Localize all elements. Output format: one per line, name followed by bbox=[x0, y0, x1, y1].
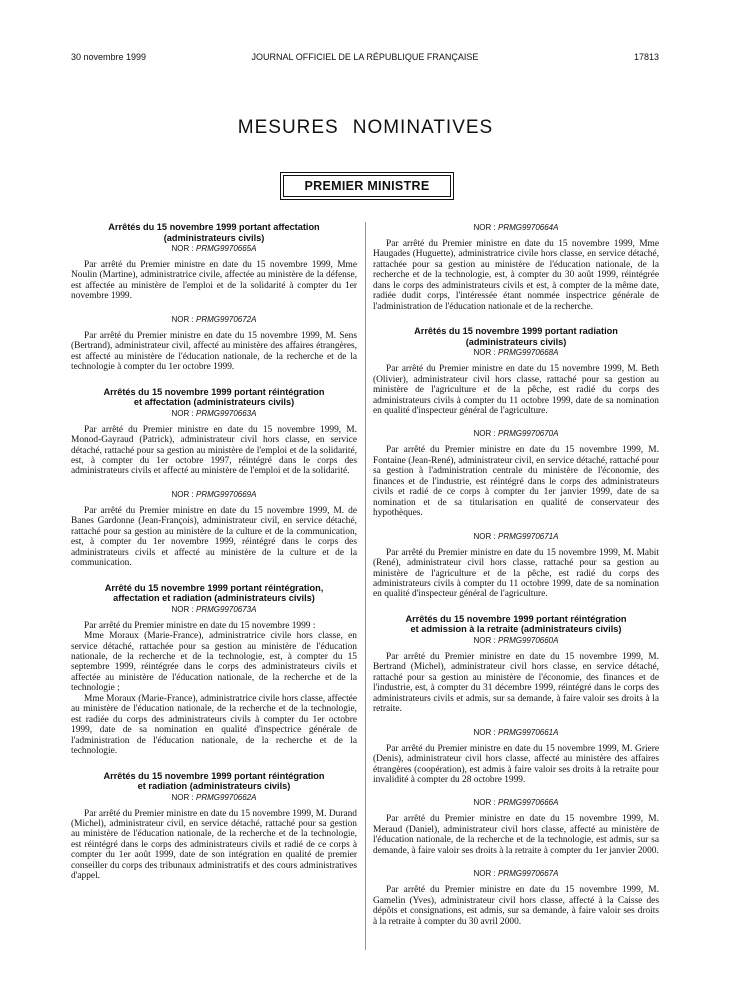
page-title-word-2: NOMINATIVES bbox=[352, 117, 494, 138]
nor-label: NOR : bbox=[473, 635, 496, 645]
decree-block bbox=[373, 531, 659, 600]
decree-heading-line: Arrêté du 15 novembre 1999 portant réintégration, bbox=[104, 582, 324, 593]
section-heading: PREMIER MINISTRE bbox=[283, 175, 451, 197]
nor-code: PRMG9970660A bbox=[497, 635, 559, 645]
nor-code: PRMG9970669A bbox=[195, 489, 257, 499]
nor-reference bbox=[71, 408, 357, 419]
decree-block bbox=[373, 797, 659, 856]
decree-paragraph: Par arrêté du Premier ministre en date du 15 novembre 1999, Mme Noulin (Martine), administratrice civile, affectée au ministère de la défense, est affectée au ministère de l'emploi et de la solidarité à compter du 1er novembre 1999. bbox=[71, 260, 357, 302]
decree-paragraph: Par arrêté du Premier ministre en date du 15 novembre 1999, M. Gamelin (Yves), administrateur civil hors classe, affecté à la Caisse des dépôts et consignations, est admis, sur sa demande, à faire valoir ses droits à la retraite à compter du 30 avril 2000. bbox=[373, 885, 659, 927]
decree-block bbox=[71, 222, 357, 302]
left-column bbox=[71, 222, 357, 882]
decree-paragraph: Par arrêté du Premier ministre en date du 15 novembre 1999, M. de Banes Gardonne (Jean-François), administrateur civil, en service détaché, rattaché pour sa gestion au ministère de la culture et de la communication, est, à compter du 1er novembre 1999, réintégré dans le corps des administrateurs civils et affecté au ministère de la culture et de la communication. bbox=[71, 505, 357, 569]
nor-code: PRMG9970665A bbox=[195, 244, 257, 253]
nor-label: NOR : bbox=[171, 604, 194, 614]
nor-reference bbox=[71, 489, 357, 500]
nor-label: NOR : bbox=[473, 531, 496, 541]
decree-paragraph: Par arrêté du Premier ministre en date du 15 novembre 1999, M. Bertrand (Michel), administrateur civil hors classe, en service détaché, rattaché pour sa gestion au ministère de l'économie, des finances et de l'industrie, est, à compter du 31 décembre 1999, réintégré dans le corps des administrateurs civils et admis, sur sa demande, à faire valoir ses droits à la retraite. bbox=[373, 651, 659, 715]
nor-reference bbox=[373, 531, 659, 542]
nor-label: NOR : bbox=[171, 792, 194, 802]
nor-reference bbox=[71, 314, 357, 325]
nor-label: NOR : bbox=[473, 727, 496, 737]
decree-heading-line: (administrateurs civils) bbox=[163, 232, 265, 243]
decree-block bbox=[71, 583, 357, 757]
decree-heading bbox=[373, 614, 659, 635]
nor-reference bbox=[71, 243, 357, 254]
nor-label: NOR : bbox=[171, 489, 194, 499]
decree-block bbox=[71, 489, 357, 569]
decree-block bbox=[71, 771, 357, 882]
decree-block bbox=[373, 326, 659, 416]
column-divider bbox=[365, 222, 366, 950]
decree-heading-line: (administrateurs civils) bbox=[465, 336, 567, 347]
decree-paragraph: Par arrêté du Premier ministre en date du 15 novembre 1999, M. Monod-Gayraud (Patrick), administrateur civil hors classe, en service détaché, rattaché pour sa gestion au ministère de l'emploi et de la solidarité, est, à compter du 1er octobre 1997, réintégré dans le corps des administrateurs civils et affecté au ministère de l'emploi et de la solidarité. bbox=[71, 424, 357, 477]
decree-heading bbox=[71, 222, 357, 243]
right-column bbox=[373, 222, 659, 927]
decree-paragraph: Par arrêté du Premier ministre en date du 15 novembre 1999, M. Durand (Michel), administrateur civil, en service détaché, rattaché pour sa gestion au ministère de l'éducation nationale, de la recherche et de la technologie, est réintégré dans le corps des administrateurs civils et radié de ce corps à compter du 1er août 1999, date de son intégration en qualité de premier conseiller du corps des tribunaux administratifs et des cours administratives d'appel. bbox=[71, 808, 357, 882]
nor-reference bbox=[373, 868, 659, 879]
header-page-number: 17813 bbox=[633, 52, 659, 62]
nor-code: PRMG9970663A bbox=[195, 408, 257, 418]
decree-block bbox=[71, 387, 357, 477]
decree-paragraph: Par arrêté du Premier ministre en date du 15 novembre 1999 : bbox=[84, 620, 316, 631]
decree-paragraph: Par arrêté du Premier ministre en date du 15 novembre 1999, M. Griere (Denis), administrateur civil hors classe, affecté au ministère des affaires étrangères (coopération), est admis à faire valoir ses droits à la retraite pour invalidité à compter du 28 octobre 1999. bbox=[373, 743, 659, 785]
nor-code: PRMG9970664A bbox=[497, 223, 559, 232]
decree-paragraph: Mme Moraux (Marie-France), administratrice civile hors classe, affectée au ministère de l'éducation nationale, de la recherche et de la technologie, est radiée du corps des administrateurs civils à compter du 1er octobre 1999, date de sa nomination en qualité d'inspectrice générale de l'administration de l'éducation nationale, de la recherche et de la technologie. bbox=[71, 693, 357, 757]
decree-heading-line: Arrêtés du 15 novembre 1999 portant réintégration bbox=[405, 613, 627, 624]
nor-code: PRMG9970667A bbox=[497, 869, 559, 879]
section-heading-box bbox=[280, 172, 454, 200]
nor-code: PRMG9970666A bbox=[497, 798, 559, 808]
nor-code: PRMG9970671A bbox=[497, 531, 559, 541]
decree-paragraph: Par arrêté du Premier ministre en date du 15 novembre 1999, M. Mabit (René), administrateur civil hors classe, rattaché pour sa gestion au ministère de l'agriculture et de la pêche, est radié du corps des administrateurs civils à compter du 11 octobre 1999, date de sa nomination en qualité d'inspecteur général de l'agriculture. bbox=[373, 547, 659, 600]
decree-paragraph: Par arrêté du Premier ministre en date du 15 novembre 1999, Mme Haugades (Huguette), administratrice civile hors classe, en service détaché, rattachée pour sa gestion au ministère de l'éducation nationale, de la recherche et de la technologie, est, à compter du 30 août 1999, réintégrée dans le corps des administrateurs civils et est, à compter de la même date, radiée dudit corps, l'intéressée étant nommée inspectrice générale de l'administration de l'éducation nationale et de la recherche. bbox=[373, 239, 659, 312]
decree-block bbox=[373, 868, 659, 927]
decree-heading-line: Arrêtés du 15 novembre 1999 portant radiation bbox=[414, 326, 618, 337]
decree-heading bbox=[71, 387, 357, 408]
decree-paragraph: Par arrêté du Premier ministre en date du 15 novembre 1999, M. Sens (Bertrand), administrateur civil, affecté au ministère des affaires étrangères, est affecté au ministère de l'éducation nationale, de la recherche et de la technologie à compter du 1er octobre 1999. bbox=[71, 330, 357, 373]
nor-code: PRMG9970673A bbox=[195, 604, 257, 614]
nor-reference bbox=[373, 428, 659, 439]
decree-block bbox=[373, 614, 659, 715]
decree-paragraph: Par arrêté du Premier ministre en date du 15 novembre 1999, M. Meraud (Daniel), administrateur civil hors classe, affecté au ministère de l'éducation nationale, de la recherche et de la technologie, est admis, sur sa demande, à faire valoir ses droits à la retraite à compter du 1er janvier 2000. bbox=[373, 814, 659, 856]
nor-reference bbox=[373, 797, 659, 808]
nor-code: PRMG9970661A bbox=[497, 727, 559, 737]
nor-label: NOR : bbox=[171, 314, 194, 324]
decree-heading-line: et affectation (administrateurs civils) bbox=[133, 397, 295, 408]
nor-label: NOR : bbox=[473, 223, 496, 232]
decree-block bbox=[373, 428, 659, 518]
nor-label: NOR : bbox=[171, 244, 194, 253]
decree-paragraph: Par arrêté du Premier ministre en date du 15 novembre 1999, M. Beth (Olivier), administrateur civil hors classe, rattaché pour sa gestion au ministère de l'agriculture et de la pêche, est radié du corps des administrateurs civils à compter du 11 octobre 1999, date de sa nomination en qualité d'inspecteur général de l'agriculture. bbox=[373, 364, 659, 416]
nor-reference bbox=[71, 792, 357, 803]
nor-reference bbox=[71, 604, 357, 615]
nor-reference bbox=[373, 635, 659, 646]
decree-heading-line: et admission à la retraite (administrateurs civils) bbox=[410, 624, 622, 635]
page-title-word-1: MESURES bbox=[237, 117, 339, 138]
nor-code: PRMG9970672A bbox=[195, 314, 257, 324]
decree-paragraph: Par arrêté du Premier ministre en date du 15 novembre 1999, M. Fontaine (Jean-René), administrateur civil, en service détaché, rattaché pour sa gestion à l'administration centrale du ministère de l'économie, des finances et de l'industrie, est réintégré dans le corps des administrateurs civils et radié de ce corps à compter du 1er janvier 1999, date de sa nomination et de sa titularisation en qualité de conservateur des hypothèques. bbox=[373, 445, 659, 519]
decree-heading-line: affectation et radiation (administrateurs civils) bbox=[113, 593, 315, 604]
page-title bbox=[0, 117, 731, 139]
decree-heading-line: Arrêtés du 15 novembre 1999 portant affectation bbox=[108, 222, 320, 232]
nor-code: PRMG9970662A bbox=[195, 792, 257, 802]
nor-reference bbox=[373, 222, 659, 233]
decree-heading-line: Arrêtés du 15 novembre 1999 portant réintégration bbox=[103, 770, 325, 781]
nor-reference bbox=[373, 727, 659, 738]
header-journal-title: JOURNAL OFFICIEL DE LA RÉPUBLIQUE FRANÇAISE bbox=[251, 52, 479, 62]
decree-heading-line: et radiation (administrateurs civils) bbox=[137, 781, 291, 791]
header-date: 30 novembre 1999 bbox=[71, 52, 147, 62]
decree-heading bbox=[71, 583, 357, 604]
nor-label: NOR : bbox=[473, 348, 496, 358]
nor-reference bbox=[373, 347, 659, 358]
nor-code: PRMG9970670A bbox=[497, 429, 559, 439]
nor-label: NOR : bbox=[473, 869, 496, 879]
decree-heading-line: Arrêtés du 15 novembre 1999 portant réintégration bbox=[103, 386, 325, 397]
decree-block bbox=[373, 222, 659, 312]
decree-block bbox=[373, 727, 659, 786]
nor-code: PRMG9970668A bbox=[497, 348, 559, 358]
nor-label: NOR : bbox=[473, 798, 496, 808]
decree-heading bbox=[373, 326, 659, 347]
nor-label: NOR : bbox=[171, 408, 194, 418]
decree-heading bbox=[71, 771, 357, 792]
nor-label: NOR : bbox=[473, 429, 496, 439]
running-head bbox=[71, 52, 659, 64]
decree-paragraph: Mme Moraux (Marie-France), administratrice civile hors classe, en service détaché, rattachée pour sa gestion au ministère de l'éducation nationale, de la recherche et de la technologie, est, à compter du 15 septembre 1999, réintégrée dans le corps des administrateurs civils et affectée au ministère de l'éducation nationale, de la recherche et de la technologie ; bbox=[71, 631, 357, 694]
decree-block bbox=[71, 314, 357, 373]
